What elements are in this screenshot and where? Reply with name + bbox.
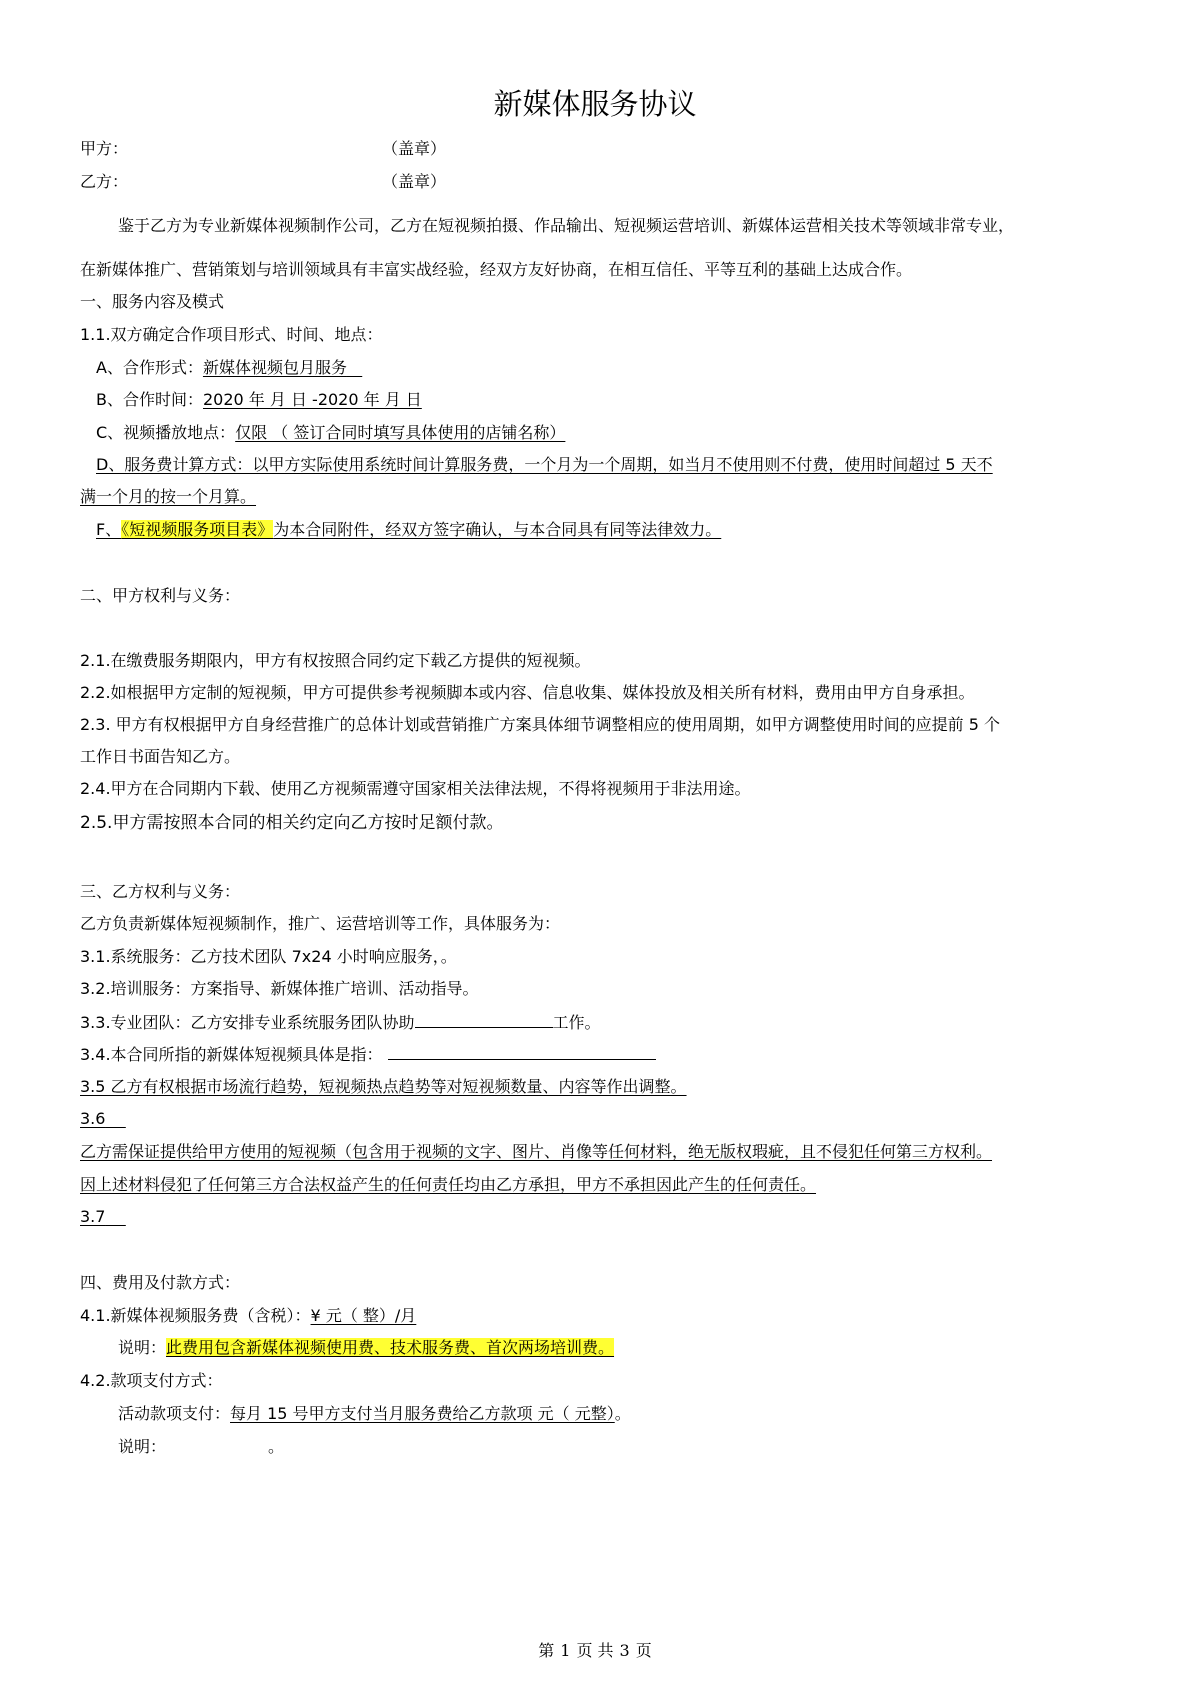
- fee-value: ¥ 元（ 整）/月: [310, 1306, 417, 1325]
- clause-1-1-f: [96, 519, 721, 541]
- footer-total: 3: [619, 1641, 630, 1660]
- footer-prefix: 第: [538, 1641, 555, 1660]
- party-a-label: 甲方：: [80, 139, 129, 158]
- section-1-heading: 一、服务内容及模式: [80, 292, 225, 311]
- payment-value: 每月 15 号甲方支付当月服务费给乙方款项 元（ 元整）: [230, 1404, 615, 1423]
- clause-f-label: F、: [96, 520, 122, 539]
- section-4-heading: 四、费用及付款方式：: [80, 1273, 241, 1292]
- footer-suffix: 页: [635, 1641, 652, 1660]
- clause-1-1-b: [96, 389, 422, 411]
- intro-line-1: 鉴于乙方为专业新媒体视频制作公司，乙方在短视频拍摄、作品输出、短视频运营培训、新媒体运营相关技术等领域非常专业，: [118, 216, 1015, 235]
- clause-f-rest: 为本合同附件，经双方签字确认，与本合同具有同等法律效力。: [273, 520, 722, 539]
- clause-2-4: 2.4.甲方在合同期内下载、使用乙方视频需遵守国家相关法律法规，不得将视频用于非法用途。: [80, 779, 751, 798]
- section-3-intro: 乙方负责新媒体短视频制作，推广、运营培训等工作，具体服务为：: [80, 914, 561, 933]
- clause-b-label: B、合作时间：: [96, 390, 203, 409]
- clause-a-value: 新媒体视频包月服务: [202, 358, 347, 377]
- clause-2-3-line2: 工作日书面告知乙方。: [80, 747, 241, 766]
- clause-c-value: 仅限 （ 签订合同时填写具体使用的店铺名称）: [235, 423, 566, 442]
- clause-4-2: 4.2.款项支付方式：: [80, 1371, 223, 1390]
- intro-line-2: 在新媒体推广、营销策划与培训领域具有丰富实战经验，经双方友好协商，在相互信任、平等互利的基础上达成合作。: [80, 260, 913, 279]
- footer-page: 1: [560, 1641, 571, 1660]
- clause-2-5: 2.5.甲方需按照本合同的相关约定向乙方按时足额付款。: [80, 813, 504, 833]
- team-blank[interactable]: [415, 1011, 553, 1028]
- clause-1-1: 1.1.双方确定合作项目形式、时间、地点：: [80, 325, 383, 344]
- section-3-heading: 三、乙方权利与义务：: [80, 882, 241, 901]
- payment-line: [118, 1403, 631, 1425]
- party-a-seal: （盖章）: [382, 139, 447, 158]
- clause-3-5: [80, 1076, 687, 1098]
- clause-2-2: 2.2.如根据甲方定制的短视频，甲方可提供参考视频脚本或内容、信息收集、媒体投放及相关所有材料，费用由甲方自身承担。: [80, 683, 975, 702]
- party-a-line: [80, 138, 128, 160]
- payment-label: 活动款项支付：: [118, 1404, 231, 1423]
- clause-3-4: [80, 1043, 656, 1066]
- clause-4-1: [80, 1305, 416, 1327]
- clause-d-text-1: D、服务费计算方式：以甲方实际使用系统时间计算服务费，一个月为一个周期，如当月不使用则不付费，使用时间超过 5 天不: [96, 455, 993, 474]
- party-b-seal: （盖章）: [382, 172, 447, 191]
- clause-3-1: 3.1.系统服务：乙方技术团队 7x24 小时响应服务，。: [80, 947, 457, 966]
- clause-3-6-num: [80, 1108, 126, 1130]
- footer-mid: 页 共: [576, 1641, 614, 1660]
- document-title: 新媒体服务协议: [493, 87, 697, 121]
- clause-2-3-line1: 2.3. 甲方有权根据甲方自身经营推广的总体计划或营销推广方案具体细节调整相应的使用周期，如甲方调整使用时间的应提前 5 个: [80, 715, 1000, 734]
- appendix-highlight: 《短视频服务项目表》: [121, 520, 274, 539]
- fee-note-highlight: 此费用包含新媒体视频使用费、技术服务费、首次两场培训费。: [166, 1338, 615, 1357]
- payment-note: [118, 1436, 284, 1458]
- clause-1-1-d-line1: [96, 454, 993, 476]
- clause-3-7-num: [80, 1206, 126, 1228]
- clause-a-label: A、合作形式：: [96, 358, 203, 377]
- clause-1-1-c: [96, 422, 565, 444]
- page-footer: [0, 1638, 1190, 1661]
- clause-3-3-end: 工作。: [552, 1013, 601, 1032]
- clause-1-1-a: [96, 357, 362, 379]
- fee-note: [118, 1337, 614, 1359]
- clause-3-6-text-1: 乙方需保证提供给甲方使用的短视频（包含用于视频的文字、图片、肖像等任何材料，绝无版权瑕疵，且不侵犯任何第三方权利。: [80, 1142, 993, 1161]
- clause-3-6-line2: [80, 1174, 816, 1196]
- clause-3-4-text: 3.4.本合同所指的新媒体短视频具体是指：: [80, 1045, 383, 1064]
- clause-3-3-text: 3.3.专业团队：乙方安排专业系统服务团队协助: [80, 1013, 415, 1032]
- payment-note-label: 说明：: [118, 1437, 167, 1456]
- video-definition-blank[interactable]: [388, 1043, 656, 1060]
- clause-3-7-label: 3.7: [80, 1207, 106, 1226]
- fee-label: 4.1.新媒体视频服务费（含税）：: [80, 1306, 311, 1325]
- clause-3-5-text: 3.5 乙方有权根据市场流行趋势，短视频热点趋势等对短视频数量、内容等作出调整。: [80, 1077, 687, 1096]
- clause-3-6-label: 3.6: [80, 1109, 106, 1128]
- clause-3-3: [80, 1011, 601, 1034]
- payment-note-end: 。: [268, 1437, 285, 1456]
- clause-3-6-line1: [80, 1141, 992, 1163]
- clause-3-2: 3.2.培训服务：方案指导、新媒体推广培训、活动指导。: [80, 979, 479, 998]
- clause-b-value: 2020 年 月 日 -2020 年 月 日: [202, 390, 422, 409]
- payment-end: 。: [614, 1404, 631, 1423]
- clause-c-label: C、视频播放地点：: [96, 423, 236, 442]
- clause-d-text-2: 满一个月的按一个月算。: [80, 487, 257, 506]
- clause-2-1: 2.1.在缴费服务期限内，甲方有权按照合同约定下载乙方提供的短视频。: [80, 651, 591, 670]
- party-b-label: 乙方：: [80, 172, 129, 191]
- fee-note-label: 说明：: [118, 1338, 167, 1357]
- clause-1-1-d-line2: [80, 486, 256, 508]
- clause-3-6-text-2: 因上述材料侵犯了任何第三方合法权益产生的任何责任均由乙方承担，甲方不承担因此产生的任何责任。: [80, 1175, 817, 1194]
- section-2-heading: 二、甲方权利与义务：: [80, 586, 241, 605]
